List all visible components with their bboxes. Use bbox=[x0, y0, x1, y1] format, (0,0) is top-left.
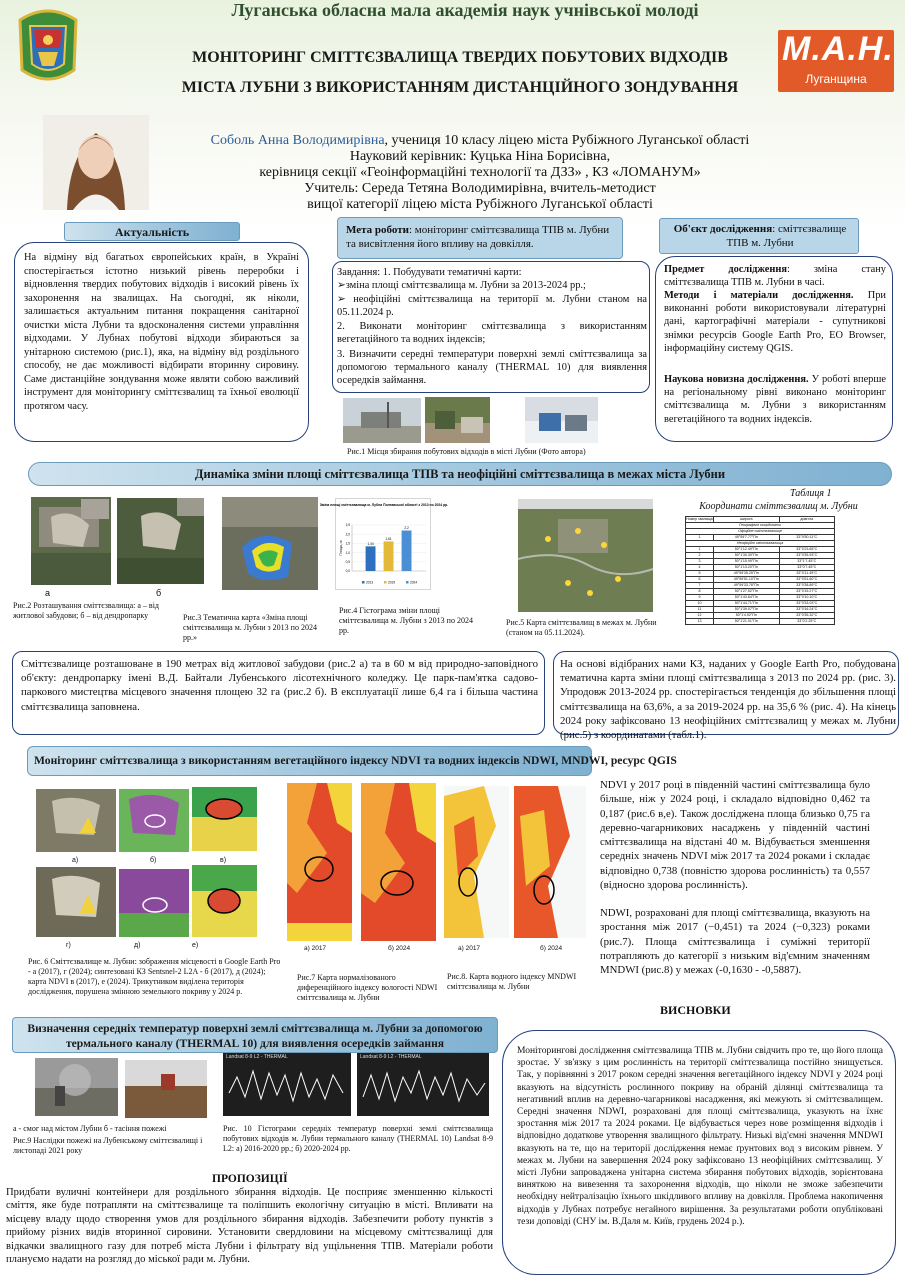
fig8a-label: а) 2017 bbox=[458, 945, 481, 952]
y-tick-label: 0,0 bbox=[345, 569, 350, 574]
fig2b-label: б bbox=[156, 588, 162, 598]
zavdannya-l3-row: ➢ неофіційні сміттєзвалища на території м. Лубни станом на 05.11.2024 р. bbox=[337, 294, 647, 318]
y-tick-label: 1,5 bbox=[345, 541, 350, 546]
table-cell: 50°1'21.91"Пн bbox=[714, 619, 780, 625]
table-cell: 33°0'10.10"С bbox=[779, 595, 834, 601]
table-subheader: Неофіційні сміттєзвалища bbox=[686, 541, 835, 547]
predmet-p1 bbox=[664, 263, 886, 289]
y-tick-label: 2,0 bbox=[345, 532, 350, 537]
fig9-sublabels: а - смог над містом Лубни б - тасіння пожежі bbox=[13, 1124, 167, 1133]
aktualnist-box bbox=[14, 242, 309, 442]
fig6a-label: а) bbox=[72, 857, 79, 864]
fig6c-label: в) bbox=[220, 857, 227, 864]
table-row bbox=[686, 619, 835, 625]
author-name: Соболь Анна Володимирівна bbox=[210, 133, 385, 148]
table-cell: 9 bbox=[686, 595, 714, 601]
y-tick-label: 2,5 bbox=[345, 523, 350, 528]
fig7b-label: б) 2024 bbox=[388, 945, 411, 952]
bar-2019 bbox=[384, 541, 394, 571]
meta-body: : моніторинг сміттєзвалища ТПВ м. Лубни та висвітлення його впливу на довкілля. bbox=[346, 224, 610, 250]
fig8b-map bbox=[514, 786, 586, 938]
legend-label: 2024 bbox=[410, 580, 418, 585]
table-cell: 1 bbox=[686, 547, 714, 553]
section3-text: NDVI у 2017 році в південній частині сміттєзвалища було більше, ніж у 2024 році, і складало відповідно 0,462 та 0,187 (рис.6 в,е). Також досліджена площа близько 0,75 га деревно-чагарникових насаджень у південній частині сміттєзвалища на відстані 40 м. Відбувається зменшення середніх значень NDVI між 2017 та 2024 роками і складає відповідно 0,738 (повністю здорова рослинність) та 0,557 (відносно здорова рослинність). bbox=[600, 779, 870, 892]
table-cell: 33°0'35.93"С bbox=[779, 553, 834, 559]
table-subheader: Географічні координати bbox=[686, 523, 835, 529]
y-tick-label: 0,5 bbox=[345, 560, 350, 564]
fig7b-map bbox=[361, 783, 436, 941]
photo-bins-1 bbox=[343, 398, 421, 443]
legend-swatch bbox=[406, 581, 409, 584]
fig8a-map bbox=[444, 786, 509, 938]
poster-title-line1: МОНІТОРИНГ СМІТТЄЗВАЛИЩА ТВЕРДИХ ПОБУТОВИХ ВІДХОДІВ bbox=[192, 49, 728, 66]
obiekt-box bbox=[659, 218, 859, 254]
table1-grid bbox=[685, 516, 835, 625]
section2-text-right: На основі відібраних нами КЗ, наданих у Google Earth Pro, побудована тематична карта зміни площі сміттєзвалища з 2013 по 2024 рр. (рис. 3). Упродовж 2013-2024 рр. спостерігається тенденція до збільшення площі сміттєзвалища на 63,6%, а за 2019-2024 рр. на 35,6 % (рис. 4). На кінець 2024 року зафіксовано 13 неофіційних сміттєзвалищ у межах м. Лубни (рис.5) з координатами (табл.1). bbox=[560, 658, 896, 742]
table-cell: 49°59'51.10"Пн bbox=[714, 577, 780, 583]
fig6c-image bbox=[192, 787, 257, 851]
table-cell: 13 bbox=[686, 619, 714, 625]
table-cell: 33°0'7.45"С bbox=[779, 565, 834, 571]
fig10a-title: Landsat 8-9 L2 - THERMAL bbox=[226, 1054, 288, 1060]
fig6e-label: д) bbox=[134, 942, 141, 949]
y-axis-label: Площа, га bbox=[339, 540, 343, 556]
legend-label: 2013 bbox=[366, 580, 374, 585]
coat-of-arms bbox=[14, 4, 82, 88]
fig4-chart bbox=[319, 498, 449, 590]
fig2b-map bbox=[117, 498, 204, 584]
fig10-caption: Рис. 10 Гістограми середніх температур поверхні землі сміттєзвалища побутових відходів м. Лубни термального каналу (THERMAL 10) Landsat 8-9 L2: а) 2016-2020 рр.; б) 2020-2024 рр. bbox=[223, 1124, 493, 1153]
legend-label: 2019 bbox=[388, 580, 396, 585]
bar-2013 bbox=[366, 546, 376, 571]
section2-text-right-box bbox=[553, 651, 899, 742]
table-cell: 33°0'15.27"С bbox=[779, 589, 834, 595]
photo-bins-3 bbox=[525, 397, 598, 443]
predmet-p3 bbox=[664, 373, 886, 426]
poster-title-line2: МІСТА ЛУБНИ З ВИКОРИСТАННЯМ ДИСТАНЦІЙНОГО ЗОНДУВАННЯ bbox=[181, 79, 739, 96]
predmet-p3-text: У роботі вперше на регіональному рівні виконано моніторинг сміттєзвалища м. Лубни з використанням вегетаційного та водних індексів. bbox=[664, 374, 886, 425]
predmet-p1-text: : зміна стану сміттєзвалища ТПВ м. Лубни в часі. bbox=[664, 264, 887, 289]
table-cell: 33°0'33.03"С bbox=[779, 601, 834, 607]
y-tick-label: 1,0 bbox=[345, 550, 350, 555]
table-cell: 50°1'4.92"Пн bbox=[714, 613, 780, 619]
fig6d-label: г) bbox=[66, 942, 71, 949]
zavdannya-l3: неофіційні сміттєзвалища на території м. Лубни станом на 05.11.2024 р. bbox=[337, 294, 647, 318]
supervisor-line: Науковий керівник: Куцька Ніна Борисівна, bbox=[349, 149, 611, 164]
table-cell: 33°0'50.11"С bbox=[779, 535, 834, 541]
fig9b-photo bbox=[125, 1060, 207, 1118]
fig5-map bbox=[518, 499, 653, 612]
table-cell: 12 bbox=[686, 613, 714, 619]
man-logo-region: Луганщина bbox=[805, 72, 867, 86]
table-head-cell: довгота bbox=[779, 517, 834, 523]
fig6b-label: б) bbox=[150, 857, 157, 864]
predmet-p2-text: При виконанні роботи використовували літературні дані, картографічні матеріали - супутникові знімки ресурсів Google Earth Pro, EO Browser, інформаційну систему QGIS. bbox=[664, 290, 886, 354]
table-cell: 49°59'7.77"Пн bbox=[714, 535, 780, 541]
table-cell: 2 bbox=[686, 553, 714, 559]
table-head-cell: широта bbox=[714, 517, 780, 523]
vysnovky-title: ВИСНОВКИ bbox=[660, 1003, 731, 1017]
meta-label: Мета роботи bbox=[346, 224, 409, 236]
table-head-cell: Номер звалища bbox=[686, 517, 713, 521]
fig6d-image bbox=[36, 867, 116, 937]
legend-swatch bbox=[384, 581, 387, 584]
fig7a-label: а) 2017 bbox=[304, 945, 327, 952]
coat-of-arms-icon bbox=[14, 4, 82, 88]
meta-text bbox=[346, 223, 618, 251]
fig4-svg bbox=[319, 499, 449, 591]
fig10a-chart bbox=[223, 1053, 351, 1116]
fig7-caption: Рис.7 Карта нормалізованого диференційного індексу вологості NDWI сміттєзвалища м. Лубни bbox=[297, 973, 438, 1002]
table-cell: 4 bbox=[686, 565, 714, 571]
fig2-caption: Рис.2 Розташування сміттєзвалища: а – від житлової забудови; б – від дендропарку bbox=[13, 601, 160, 620]
aktualnist-title: Актуальність bbox=[64, 222, 240, 241]
data-label: 2,2 bbox=[404, 526, 409, 531]
fig4-caption: Рис.4 Гістограма зміни площі сміттєзвалища м. Лубни з 2013 по 2024 рр. bbox=[339, 606, 473, 635]
fig8b-label: б) 2024 bbox=[540, 945, 563, 952]
chart-title: Зміна площі сміттєзвалища м. Лубни Полтавської області з 2013 по 2024 рр. bbox=[319, 503, 449, 507]
table1-number: Таблиця 1 bbox=[790, 488, 832, 499]
table-cell: 7 bbox=[686, 583, 714, 589]
legend-swatch bbox=[362, 581, 365, 584]
vysnovky-text: Моніторингові дослідження сміттєзвалища ТПВ м. Лубни свідчить про те, що його площа зростає. У зв'язку з цим рослинність на території сміттєзвалища постійно знищується. Так, у порівнянні з 2017 роком середні значення вегетаційного індексу NDVI у 2024 році вказують на відсутність рослинного покриву на обраній ділянці сміттєзвалища та негативний вплив на деревно-чагарникові насадження, які межують зі сміттєзвалищем. Середні значення NDWI, розраховані для площі сміттєзвалища, указують на їхнє зростання між 2017 та 2024 роками. Це відбувається через нове розміщення відходів і відповідно додаткове утворення звалищного фільтрату. Низькі від'ємні значення MNDWI вказують на те, що на території дослідження немає ґрунтових вод з високим рівнем. У межах м. Лубни на завершення 2024 року зафіксовано 13 неофіційних сміттєзвалищ. У місті Лубни запроваджена унітарна система збирання побутових відходів, зорієнтована виняткою на вивезення та захоронення відходів, що ніколи не зможе забезпечити необхідну нейтралізацію їхнього шкідливого впливу на довкілля. Проблема накопичення відходів у Лубнах потребує негайного вирішення. За результатами роботи опубліковані тези доповіді (СНУ ім. В.Даля м. Київ, грудень 2024 р.). bbox=[517, 1046, 883, 1227]
fig10b-chart bbox=[357, 1053, 489, 1116]
fig10b-title: Landsat 8-9 L2 - THERMAL bbox=[360, 1054, 422, 1060]
meta-box bbox=[337, 217, 623, 259]
teacher-category-line: вищої категорії ліцею міста Рубіжного Луганської області bbox=[307, 197, 653, 212]
table-cell: 50°1'12.49"Пн bbox=[714, 547, 780, 553]
man-logo-text: М.А.Н. bbox=[782, 30, 894, 68]
predmet-box bbox=[655, 256, 893, 442]
section3-text2: NDWI, розраховані для площі сміттєзвалища, вказують на зростання між 2017 (−0,451) та 2024 (−0,323) роками (рис.7). Площа сміттєзвалища і суміжні території потрапляють до категорії з низьким від'ємним значенням MNDWI (рис.8) у межах (-0,1630 - -0,5887). bbox=[600, 907, 870, 977]
propozytsii-title: ПРОПОЗИЦІЇ bbox=[212, 1173, 288, 1185]
table-cell: 50°1'30.39"Пн bbox=[714, 553, 780, 559]
fig6f-label: е) bbox=[192, 942, 199, 949]
table-cell: 50°1'39.07"Пн bbox=[714, 607, 780, 613]
zavdannya-l4: 2. Виконати моніторинг сміттєзвалища з використанням вегетаційного та водних індексів; bbox=[337, 321, 647, 345]
table-cell: 33°0'11.49"С bbox=[779, 571, 834, 577]
table-cell: 50°1'27.52"Пн bbox=[714, 589, 780, 595]
table-cell: 50°1'13.20"Пн bbox=[714, 565, 780, 571]
zavdannya-l2-row: ➢зміна площі сміттєзвалища м. Лубни за 2013-2024 рр.; bbox=[337, 280, 586, 291]
predmet-p3-label: Наукова новизна дослідження. bbox=[664, 374, 809, 385]
author-details: , учениця 10 класу ліцею міста Рубіжного Луганської області bbox=[384, 133, 750, 148]
section4-title: Визначення середніх температур поверхні землі сміттєзвалища м. Лубни за допомогою термального каналу (THERMAL 10) для виявлення осередків займання bbox=[12, 1017, 498, 1053]
photo-bins-2 bbox=[425, 397, 490, 443]
predmet-p2 bbox=[664, 289, 886, 355]
table-cell: 50°1'43.64"Пн bbox=[714, 595, 780, 601]
table-cell: 3 bbox=[686, 559, 714, 565]
fig2a-label: а bbox=[45, 588, 51, 598]
table-cell: 33°0'35.32"С bbox=[779, 613, 834, 619]
author-line bbox=[160, 133, 800, 149]
author-photo bbox=[43, 115, 149, 210]
section-head-line: керівниця секції «Геоінформаційні технології та ДЗЗ» , КЗ «ЛОМАНУМ» bbox=[259, 165, 701, 180]
table-cell: 10 bbox=[686, 601, 714, 607]
table-cell: 50°1'44.71"Пн bbox=[714, 601, 780, 607]
table-cell: 33°0'2.25"С bbox=[779, 619, 834, 625]
man-logo bbox=[778, 30, 894, 92]
table-cell: 49°59'33.78"Пн bbox=[714, 583, 780, 589]
obiekt-label: Об'єкт дослідження bbox=[673, 223, 773, 235]
table-cell: 33°1'7.45"С bbox=[779, 559, 834, 565]
table-cell: 11 bbox=[686, 607, 714, 613]
fig6e-image bbox=[119, 869, 189, 937]
table-cell: 33°0'23.65"С bbox=[779, 547, 834, 553]
fig7a-map bbox=[287, 783, 352, 941]
fig6a-image bbox=[36, 789, 116, 852]
fig9-caption: Рис.9 Наслідки пожежі на Лубенському сміттєзвалищі і листопаді 2021 року bbox=[13, 1136, 203, 1155]
data-label: 1,34 bbox=[367, 541, 374, 546]
predmet-p1-label: Предмет дослідження bbox=[664, 264, 787, 275]
bar-2024 bbox=[402, 531, 412, 571]
obiekt-text bbox=[664, 222, 856, 250]
aktualnist-text: На відміну від багатьох європейських країн, в Україні спостерігається істотно низький рівень переробки і відновлення твердих побутових відходів і високий рівень їх захоронення на звалищах. На сьогодні, як ніколи, залишається актуальним питання покращення санітарної очистки міста Лубни та вдосконалення системи управління відходами. У Лубнах побутові відходи збираються за унітарною системою (рис.1), яка, на відміну від роздільного способу, не дає можливості відбирати вторинну сировину. Саме дистанційне зондування може являти собою важливий інструмент для моніторингу сміттєзвалищ та їхньої еволюції протягом часу. bbox=[24, 252, 299, 412]
org-title: Луганська обласна мала академія наук учнівської молоді bbox=[231, 0, 699, 20]
table-cell: 5 bbox=[686, 571, 714, 577]
section2-text-left: Сміттєзвалище розташоване в 190 метрах від житлової забудови (рис.2 а) та в 60 м від природно-заповідного об'єкту: дендропарку імені В.Д. Байтали Лубенського лісотехнічного коледжу. Це парк-пам'ятка садово-паркового мистецтва місцевого значення площею 32 га (рис.2 б). В експлуатації лише 6,4 га і більша частина сміттєзвалища заповнена. bbox=[21, 658, 538, 713]
zavdannya-l1: Завдання: 1. Побудувати тематичні карти: bbox=[337, 267, 522, 278]
table-subheader: Офіційне сміттєзвалище bbox=[686, 529, 835, 535]
fig8-caption: Рис.8. Карта водного індексу MNDWI сміттєзвалища м. Лубни bbox=[447, 972, 577, 991]
fig1-caption: Рис.1 Місця збирання побутових відходів в місті Лубни (Фото автора) bbox=[347, 447, 586, 456]
table1 bbox=[685, 516, 835, 625]
fig5-caption: Рис.5 Карта сміттєзвалищ в межах м. Лубни (станом на 05.11.2024). bbox=[506, 618, 657, 637]
table-cell: 6 bbox=[686, 577, 714, 583]
section2-text-left-box bbox=[12, 651, 545, 735]
fig9a-photo bbox=[35, 1058, 118, 1116]
table-cell: 8 bbox=[686, 589, 714, 595]
fig3-map bbox=[222, 497, 318, 590]
section3-title: Моніторинг сміттєзвалища з використанням вегетаційного індексу NDVI та водних індексів NDWI, MNDWI, ресурс QGIS bbox=[27, 746, 592, 776]
zavdannya-l2: зміна площі сміттєзвалища м. Лубни за 2013-2024 рр.; bbox=[345, 280, 586, 291]
table-cell: 33°0'38.89"С bbox=[779, 583, 834, 589]
zavdannya-box bbox=[332, 261, 650, 393]
table-cell: 33°0'51.60"С bbox=[779, 577, 834, 583]
vysnovky-box bbox=[502, 1030, 896, 1275]
fig6-caption: Рис. 6 Сміттєзвалище м. Лубни: зображення місцевості в Google Earth Pro - а (2017), г (2024); синтезовані КЗ Sentsnel-2 L2A - б (2017), д (2024); карта NDVI в (2017), е (2024). Трикутником виділена територія дослідження, порушена змінною земельного покриву у 2024 р. bbox=[28, 957, 281, 996]
teacher-line: Учитель: Середа Тетяна Володимирівна, вчитель-методист bbox=[304, 181, 656, 196]
table-cell: 49°59'35.25"Пн bbox=[714, 571, 780, 577]
propozytsii-text: Придбати вуличні контейнери для роздільного збирання відходів. Це посприяє зменшенню кількості сміття, яке буде потрапляти на сміттєзвалище та поліпшить екологічну ситуацію в місті. Впливати на місцеву владу щодо створення умов для роздільного збирання відходів. Забезпечити роботу пунктів з прийому різних видів вторинної сировини. Установити свердловини на місцевому сміттєзвалищі для відкачки звалищного газу для потреб міста Лубни і фільтрату від ущільнення ТПВ. Матеріали роботи плануємо надати на розгляд до міської ради м. Лубни. bbox=[6, 1187, 493, 1266]
table-cell: 50°1'15.99"Пн bbox=[714, 559, 780, 565]
fig3-caption: Рис.3 Тематична карта «Зміна площі сміттєзвалища м. Лубни з 2013 по 2024 рр.» bbox=[183, 613, 317, 642]
section2-title: Динаміка зміни площі сміттєзвалища ТПВ та неофіційні сміттєзвалища в межах міста Лубни bbox=[28, 462, 892, 486]
obiekt-body: : сміттєзвалище ТПВ м. Лубни bbox=[726, 223, 847, 249]
fig2a-map bbox=[31, 497, 111, 585]
fig6f-image bbox=[192, 865, 257, 937]
table-cell: 33°0'16.24"С bbox=[779, 607, 834, 613]
table-cell: 1 bbox=[686, 535, 714, 541]
table1-title: Координати сміттєзвалищ м. Лубни bbox=[699, 501, 858, 512]
fig6b-image bbox=[119, 789, 189, 852]
zavdannya-l5: 3. Визначити середні температури поверхні землі сміттєзвалища за допомогою термального каналу (THERMAL 10) для виявлення осередків займання. bbox=[337, 349, 647, 386]
predmet-p2-label: Методи і матеріали дослідження. bbox=[664, 290, 854, 301]
data-label: 1,61 bbox=[385, 536, 392, 541]
